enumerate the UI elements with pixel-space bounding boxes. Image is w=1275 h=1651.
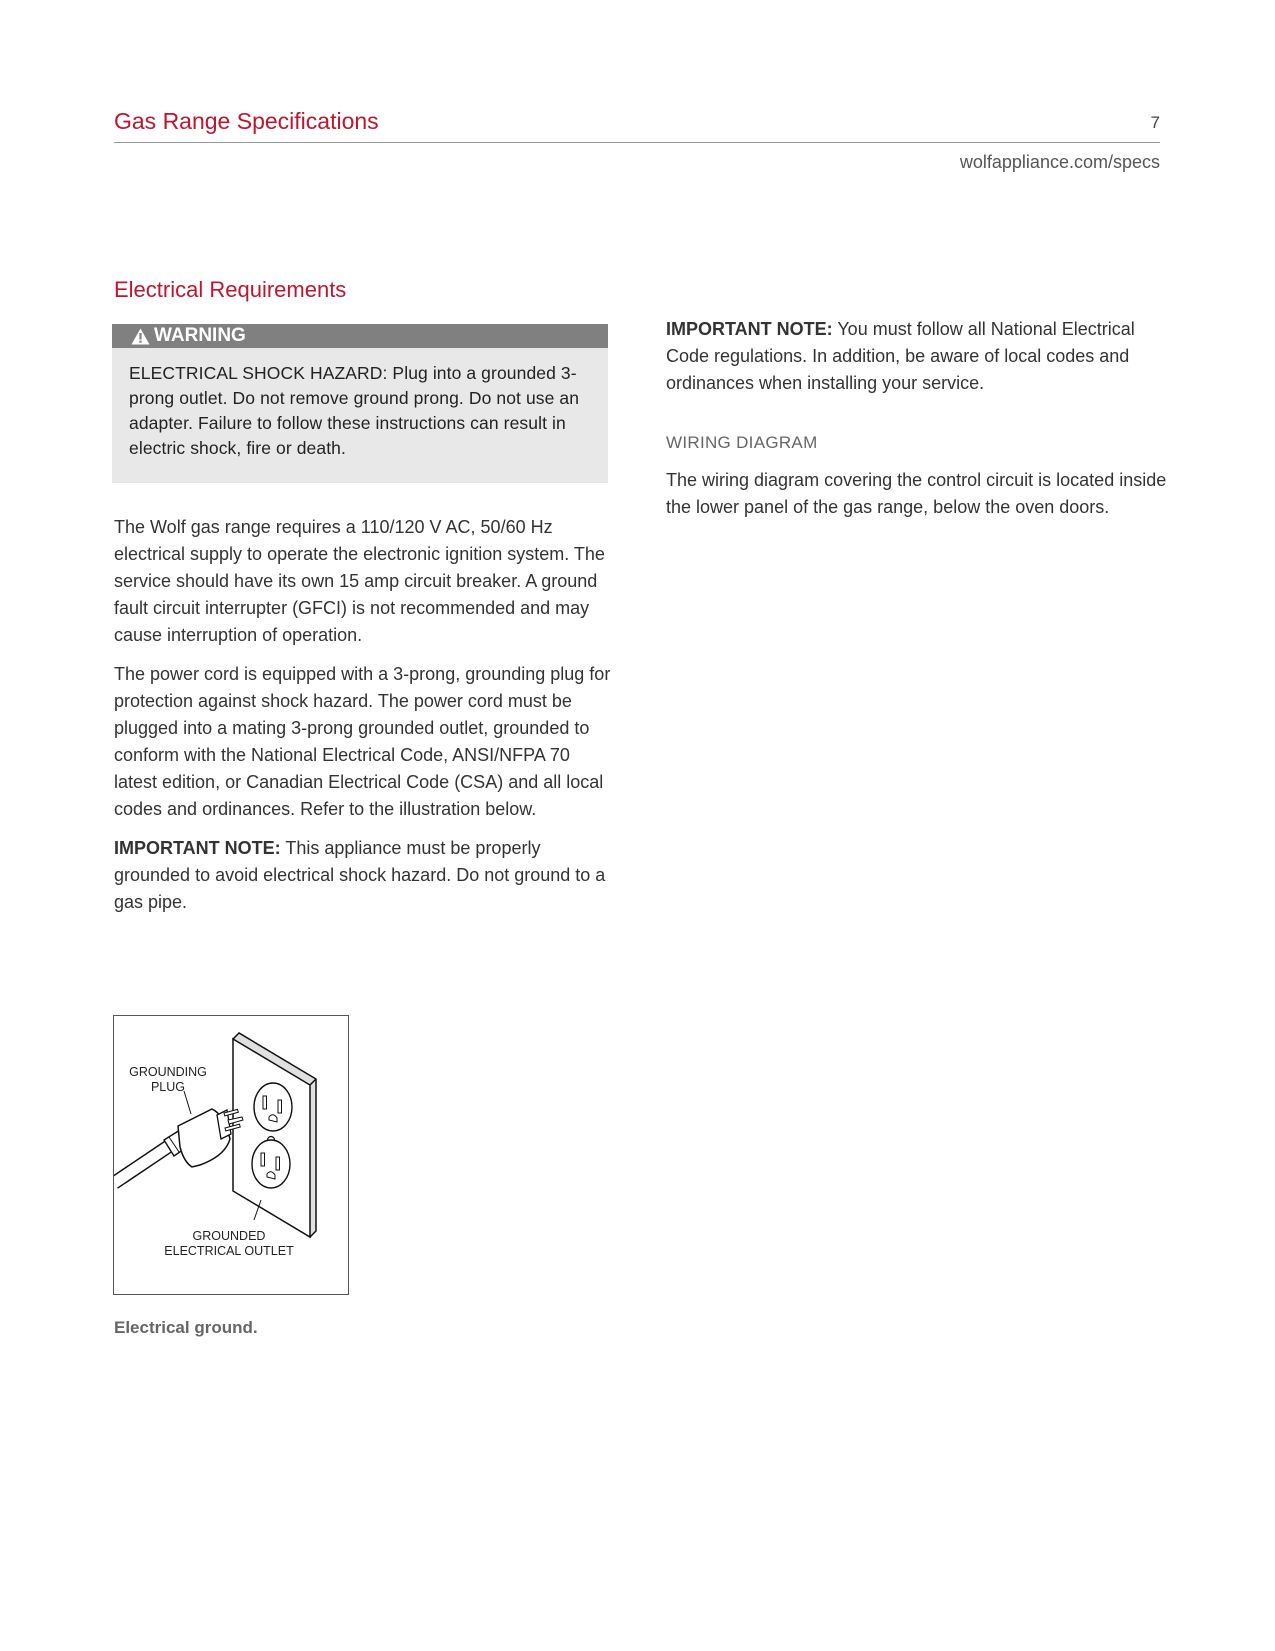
grounding-plug-label-line2: PLUG: [150, 1080, 186, 1094]
warning-box: [112, 324, 608, 483]
warning-header: [112, 324, 608, 348]
page-number: 7: [1150, 113, 1160, 132]
grounded-outlet-label-line1: GROUNDED: [192, 1229, 266, 1243]
grounded-outlet-label: [154, 1229, 304, 1259]
header-divider: [114, 142, 1160, 143]
grounding-plug-label: [128, 1065, 208, 1095]
site-url[interactable]: wolfappliance.com/specs: [959, 152, 1160, 172]
warning-label: WARNING: [154, 325, 246, 346]
note-label: IMPORTANT NOTE:: [114, 838, 281, 858]
page-header-title: Gas Range Specifications: [114, 108, 379, 134]
section-title: Electrical Requirements: [114, 277, 347, 302]
grounding-plug-label-line1: GROUNDING: [129, 1065, 207, 1079]
grounding-note: [114, 835, 614, 916]
warning-triangle-icon: [131, 328, 150, 345]
note-text: This appliance must be properly grounded to avoid electrical shock hazard. Do not ground to a gas pipe.: [114, 838, 606, 912]
wiring-diagram-paragraph: The wiring diagram covering the control circuit is located inside the lower panel of the gas range, below the oven doors.: [666, 470, 1167, 517]
note-text: You must follow all National Electrical Code regulations. In addition, be aware of local codes and ordinances when installing your service.: [666, 319, 1135, 393]
power-cord-paragraph: The power cord is equipped with a 3-prong, grounding plug for protection against shock hazard. The power cord must be plugged into a mating 3-prong grounded outlet, grounded to conform with the National Electrical Code, ANSI/NFPA 70 latest edition, or Canadian Electrical Code (CSA) and all local codes and ordinances. Refer to the illustration below.: [114, 664, 611, 819]
code-note: [666, 316, 1171, 397]
warning-text: ELECTRICAL SHOCK HAZARD: Plug into a grounded 3-prong outlet. Do not remove ground prong. Do not use an adapter. Failure to follow these instructions can result in electric shock, fire or death.: [129, 363, 580, 458]
note-label: IMPORTANT NOTE:: [666, 319, 833, 339]
figure-caption: Electrical ground.: [114, 1318, 258, 1337]
power-supply-paragraph: The Wolf gas range requires a 110/120 V AC, 50/60 Hz electrical supply to operate the electronic ignition system. The service should have its own 15 amp circuit breaker. A ground fault circuit interrupter (GFCI) is not recommended and may cause interruption of operation.: [114, 517, 605, 645]
wiring-diagram-heading: WIRING DIAGRAM: [666, 433, 818, 452]
left-column: [114, 514, 614, 928]
grounded-outlet-label-line2: ELECTRICAL OUTLET: [164, 1244, 294, 1258]
right-column: [666, 316, 1171, 533]
electrical-ground-figure: [113, 1015, 349, 1295]
